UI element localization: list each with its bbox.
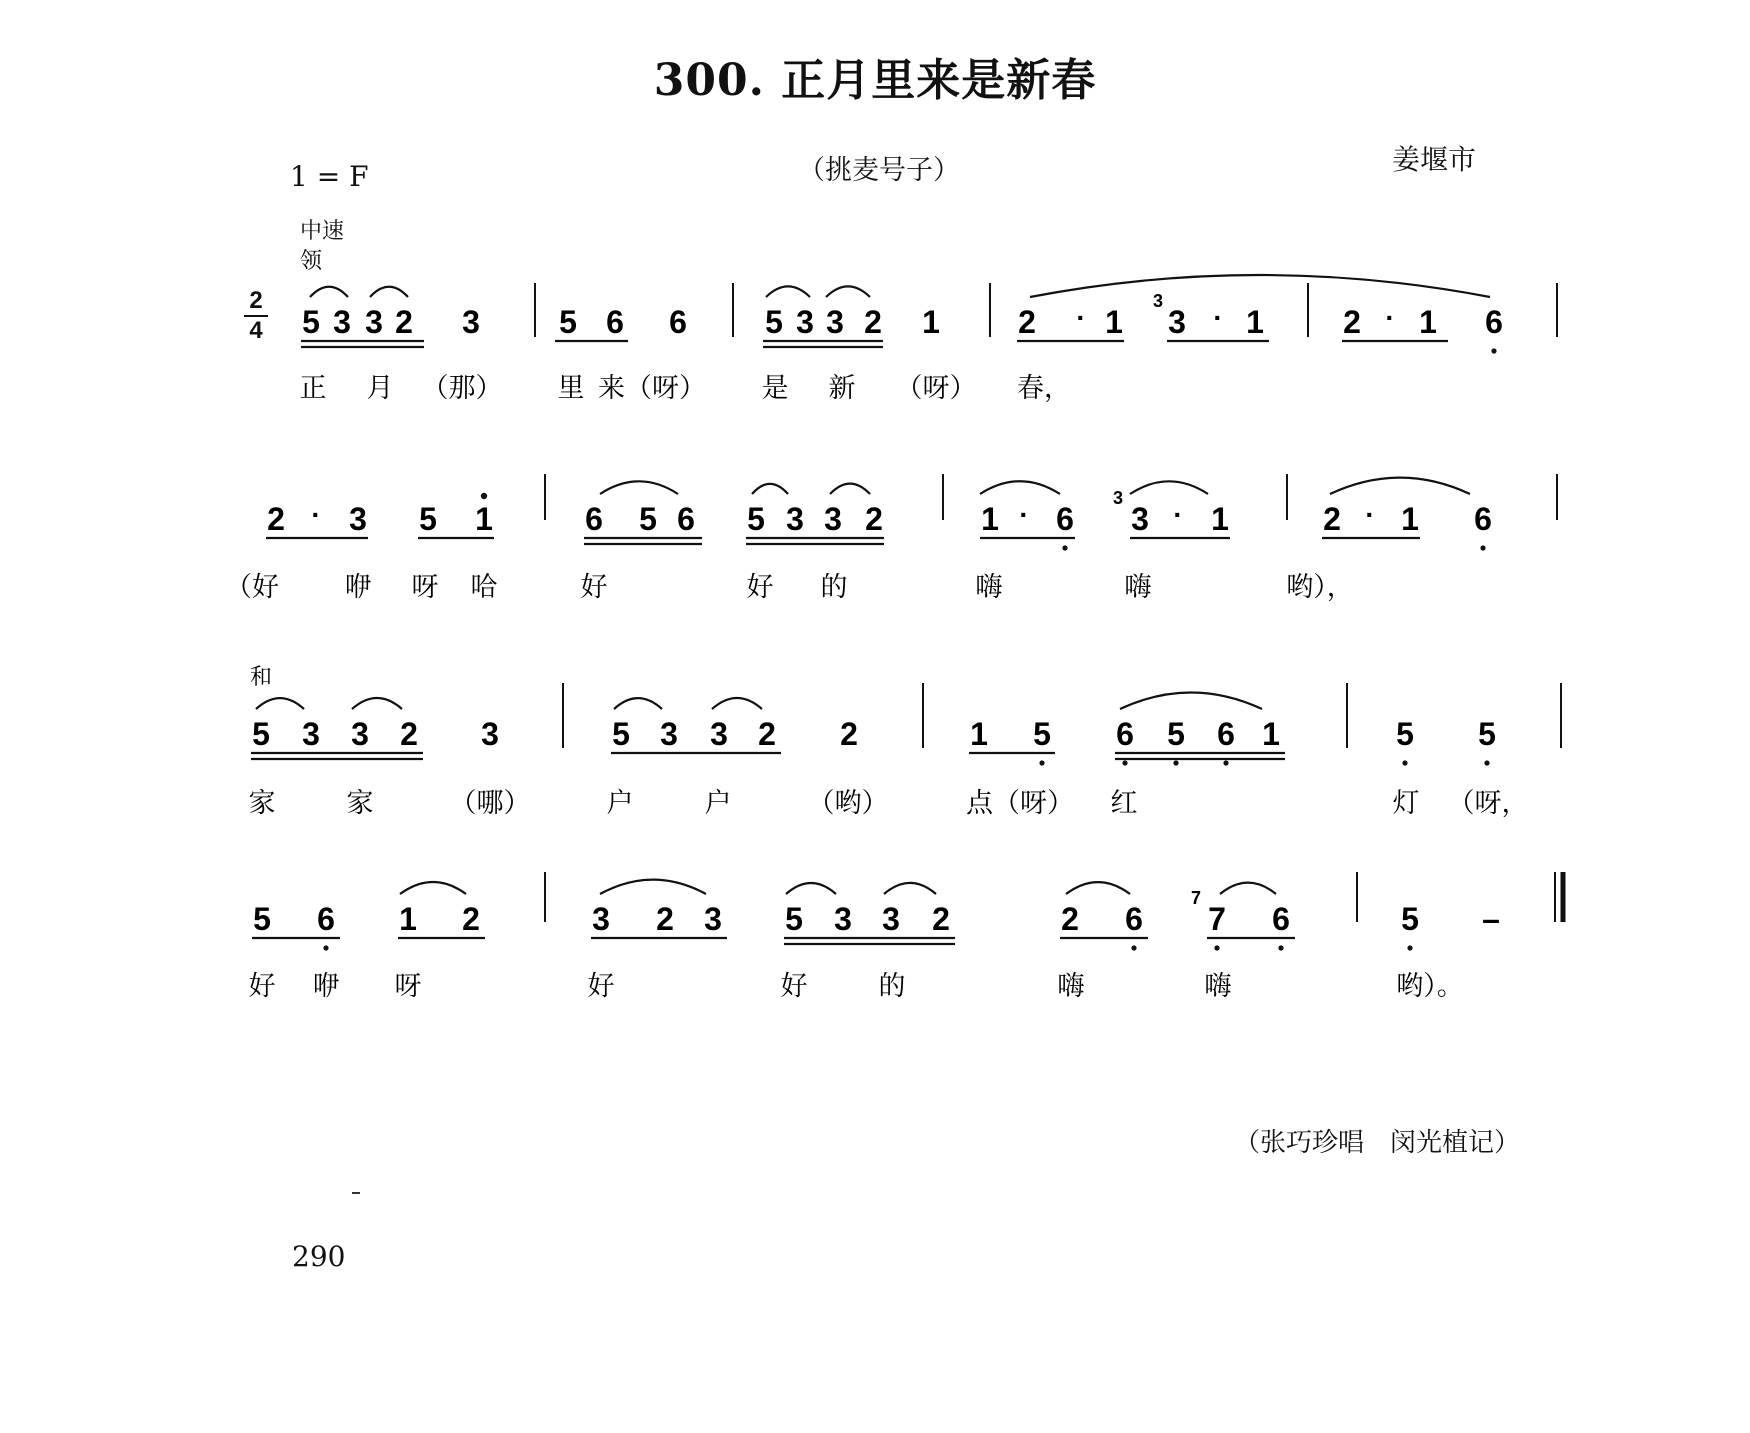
lyric-syllable: （哟） bbox=[807, 788, 889, 819]
note: 3 bbox=[592, 901, 610, 937]
note: 1 bbox=[1262, 716, 1280, 752]
note: 5 bbox=[252, 716, 270, 752]
note: 5 bbox=[1033, 716, 1051, 752]
note: 6 bbox=[1485, 304, 1503, 340]
note: 3 bbox=[710, 716, 728, 752]
lyric-syllable: 家 bbox=[346, 788, 374, 819]
note: 3 bbox=[796, 304, 814, 340]
note: 2 bbox=[865, 501, 883, 537]
note: 6 bbox=[606, 304, 624, 340]
lyric-syllable: 哈 bbox=[470, 572, 498, 603]
lyric-syllable: 咿 bbox=[344, 572, 372, 603]
octave-dot-below bbox=[1407, 945, 1412, 950]
note: 6 bbox=[1116, 716, 1134, 752]
note: 1 bbox=[399, 901, 417, 937]
note: 5 bbox=[747, 501, 765, 537]
octave-dot-below bbox=[1484, 760, 1489, 765]
note: 6 bbox=[1056, 501, 1074, 537]
note: 5 bbox=[612, 716, 630, 752]
note: 3 bbox=[786, 501, 804, 537]
note: 2 bbox=[1061, 901, 1079, 937]
augmentation-dot: · bbox=[1365, 499, 1375, 530]
note: 5 bbox=[1167, 716, 1185, 752]
note: 1 bbox=[1419, 304, 1437, 340]
note: 5 bbox=[302, 304, 320, 340]
slur-arc bbox=[1130, 481, 1208, 494]
lyric-syllable: 的 bbox=[878, 971, 906, 1002]
note: 2 bbox=[758, 716, 776, 752]
slur-arc bbox=[1330, 478, 1470, 494]
note: 5 bbox=[253, 901, 271, 937]
octave-dot-below bbox=[1278, 945, 1283, 950]
octave-dot-below bbox=[1062, 545, 1067, 550]
note: – bbox=[1482, 901, 1500, 937]
note: 2 bbox=[864, 304, 882, 340]
lyric-syllable: 呀 bbox=[411, 572, 439, 603]
slur-arc bbox=[766, 286, 810, 297]
lyric-syllable: （那） bbox=[421, 373, 503, 404]
lyric-syllable: 家 bbox=[248, 788, 276, 819]
note: 6 bbox=[585, 501, 603, 537]
lyric-syllable: 嗨 bbox=[1124, 572, 1152, 603]
octave-dot-below bbox=[1039, 760, 1044, 765]
note: 6 bbox=[669, 304, 687, 340]
octave-dot-below bbox=[1214, 945, 1219, 950]
note: 2 bbox=[932, 901, 950, 937]
note: 2 bbox=[840, 716, 858, 752]
lyric-syllable: 咿 bbox=[312, 971, 340, 1002]
octave-dot-below bbox=[1480, 545, 1485, 550]
stray-mark bbox=[352, 1192, 360, 1194]
part-label: 领 bbox=[300, 249, 323, 274]
slur-arc bbox=[830, 484, 870, 494]
lyric-syllable: （哪） bbox=[449, 788, 531, 819]
genre-label: （挑麦号子） bbox=[798, 155, 960, 186]
note: 3 bbox=[882, 901, 900, 937]
lyric-syllable: （呀） bbox=[895, 373, 977, 404]
slur-arc bbox=[786, 883, 836, 894]
note: 1 bbox=[1105, 304, 1123, 340]
octave-dot-below bbox=[323, 945, 328, 950]
grace-note: 3 bbox=[1112, 488, 1124, 508]
note: 5 bbox=[1396, 716, 1414, 752]
lyric-syllable: 呀 bbox=[394, 971, 422, 1002]
octave-dot-below bbox=[1491, 348, 1496, 353]
lyric-syllable: （好 bbox=[225, 572, 279, 603]
song-title: 300. 正月里来是新春 bbox=[653, 55, 1097, 106]
slur-arc bbox=[256, 698, 304, 709]
slur-arc bbox=[600, 481, 678, 494]
slur-arc bbox=[400, 882, 466, 894]
note: 2 bbox=[656, 901, 674, 937]
slur-arc bbox=[884, 883, 936, 894]
lyric-syllable: 哟）。 bbox=[1396, 971, 1464, 1002]
grace-note: 7 bbox=[1190, 888, 1202, 908]
lyric-syllable: 的 bbox=[820, 572, 848, 603]
lyric-syllable: （呀， bbox=[1447, 788, 1529, 819]
octave-dot-below bbox=[1122, 760, 1127, 765]
note: 2 bbox=[267, 501, 285, 537]
grace-note: 3 bbox=[1152, 291, 1164, 311]
note: 3 bbox=[1131, 501, 1149, 537]
slur-arc bbox=[600, 880, 706, 894]
note: 2 bbox=[400, 716, 418, 752]
note: 3 bbox=[481, 716, 499, 752]
augmentation-dot: · bbox=[1213, 302, 1223, 333]
lyric-syllable: 新 bbox=[828, 373, 856, 404]
slur-arc bbox=[1220, 883, 1276, 894]
slur-arc bbox=[752, 484, 788, 494]
note: 6 bbox=[1272, 901, 1290, 937]
note: 1 bbox=[475, 501, 493, 537]
slur-arc bbox=[614, 698, 662, 709]
octave-dot-below bbox=[1173, 760, 1178, 765]
augmentation-dot: · bbox=[1019, 499, 1029, 530]
lyric-syllable: 户 bbox=[606, 788, 634, 819]
note: 5 bbox=[639, 501, 657, 537]
slur-arc bbox=[352, 698, 402, 709]
lyric-syllable: 红 bbox=[1110, 788, 1138, 819]
note: 2 bbox=[1343, 304, 1361, 340]
lyric-syllable: 点（呀） bbox=[966, 788, 1074, 819]
note: 1 bbox=[922, 304, 940, 340]
performer-credit: （张巧珍唱 闵光植记） bbox=[1234, 1128, 1521, 1158]
slur-arc bbox=[1066, 882, 1130, 894]
note: 3 bbox=[704, 901, 722, 937]
augmentation-dot: · bbox=[1173, 499, 1183, 530]
slur-arc bbox=[370, 287, 408, 297]
augmentation-dot: · bbox=[311, 499, 321, 530]
note: 1 bbox=[1401, 501, 1419, 537]
note: 3 bbox=[349, 501, 367, 537]
note: 6 bbox=[1125, 901, 1143, 937]
slur-arc bbox=[980, 481, 1060, 494]
note: 2 bbox=[1323, 501, 1341, 537]
lyric-syllable: 正 bbox=[299, 373, 327, 404]
note: 3 bbox=[826, 304, 844, 340]
slur-arc bbox=[310, 287, 348, 297]
time-signature-top: 2 bbox=[249, 287, 263, 314]
note: 3 bbox=[834, 901, 852, 937]
slur-arc bbox=[712, 698, 762, 709]
lyric-syllable: 嗨 bbox=[975, 572, 1003, 603]
note: 3 bbox=[302, 716, 320, 752]
page-number: 290 bbox=[292, 1240, 346, 1273]
lyric-syllable: 来（呀） bbox=[598, 373, 706, 404]
note: 5 bbox=[419, 501, 437, 537]
slur-arc bbox=[826, 286, 870, 297]
note: 1 bbox=[1211, 501, 1229, 537]
note: 2 bbox=[462, 901, 480, 937]
augmentation-dot: · bbox=[1076, 302, 1086, 333]
note: 6 bbox=[317, 901, 335, 937]
note: 7 bbox=[1208, 901, 1226, 937]
note: 5 bbox=[1478, 716, 1496, 752]
lyric-syllable: 月 bbox=[366, 373, 394, 404]
note: 1 bbox=[981, 501, 999, 537]
note: 6 bbox=[1217, 716, 1235, 752]
slur-arc bbox=[1120, 692, 1262, 709]
note: 1 bbox=[970, 716, 988, 752]
octave-dot-below bbox=[1131, 945, 1136, 950]
lyric-syllable: 好 bbox=[580, 572, 608, 603]
octave-dot-below bbox=[1402, 760, 1407, 765]
part-label: 和 bbox=[250, 665, 273, 690]
note: 6 bbox=[677, 501, 695, 537]
lyric-syllable: 春， bbox=[1017, 373, 1071, 404]
note: 5 bbox=[1401, 901, 1419, 937]
note: 5 bbox=[785, 901, 803, 937]
lyric-syllable: 是 bbox=[761, 373, 789, 404]
octave-dot-above bbox=[481, 493, 487, 499]
note: 3 bbox=[333, 304, 351, 340]
octave-dot-below bbox=[1223, 760, 1228, 765]
lyric-syllable: 里 bbox=[557, 373, 585, 404]
note: 3 bbox=[462, 304, 480, 340]
lyric-syllable: 好 bbox=[587, 971, 615, 1002]
lyric-syllable: 好 bbox=[248, 971, 276, 1002]
note: 2 bbox=[1018, 304, 1036, 340]
lyric-syllable: 灯 bbox=[1392, 788, 1420, 819]
slur-arc bbox=[1030, 275, 1490, 297]
note: 3 bbox=[1168, 304, 1186, 340]
note: 6 bbox=[1474, 501, 1492, 537]
region-label: 姜堰市 bbox=[1392, 143, 1477, 176]
augmentation-dot: · bbox=[1385, 302, 1395, 333]
lyric-syllable: 户 bbox=[704, 788, 732, 819]
lyric-syllable: 嗨 bbox=[1057, 971, 1085, 1002]
note: 3 bbox=[351, 716, 369, 752]
lyric-syllable: 嗨 bbox=[1204, 971, 1232, 1002]
key-signature: 1 = F bbox=[290, 160, 369, 193]
note: 5 bbox=[765, 304, 783, 340]
time-signature-bottom: 4 bbox=[249, 317, 263, 344]
tempo-marking: 中速 bbox=[300, 219, 345, 244]
note: 5 bbox=[559, 304, 577, 340]
note: 3 bbox=[365, 304, 383, 340]
lyric-syllable: 好 bbox=[746, 572, 774, 603]
note: 1 bbox=[1246, 304, 1264, 340]
note: 3 bbox=[824, 501, 842, 537]
note: 3 bbox=[660, 716, 678, 752]
note: 2 bbox=[395, 304, 413, 340]
lyric-syllable: 哟）， bbox=[1286, 572, 1354, 603]
lyric-syllable: 好 bbox=[780, 971, 808, 1002]
